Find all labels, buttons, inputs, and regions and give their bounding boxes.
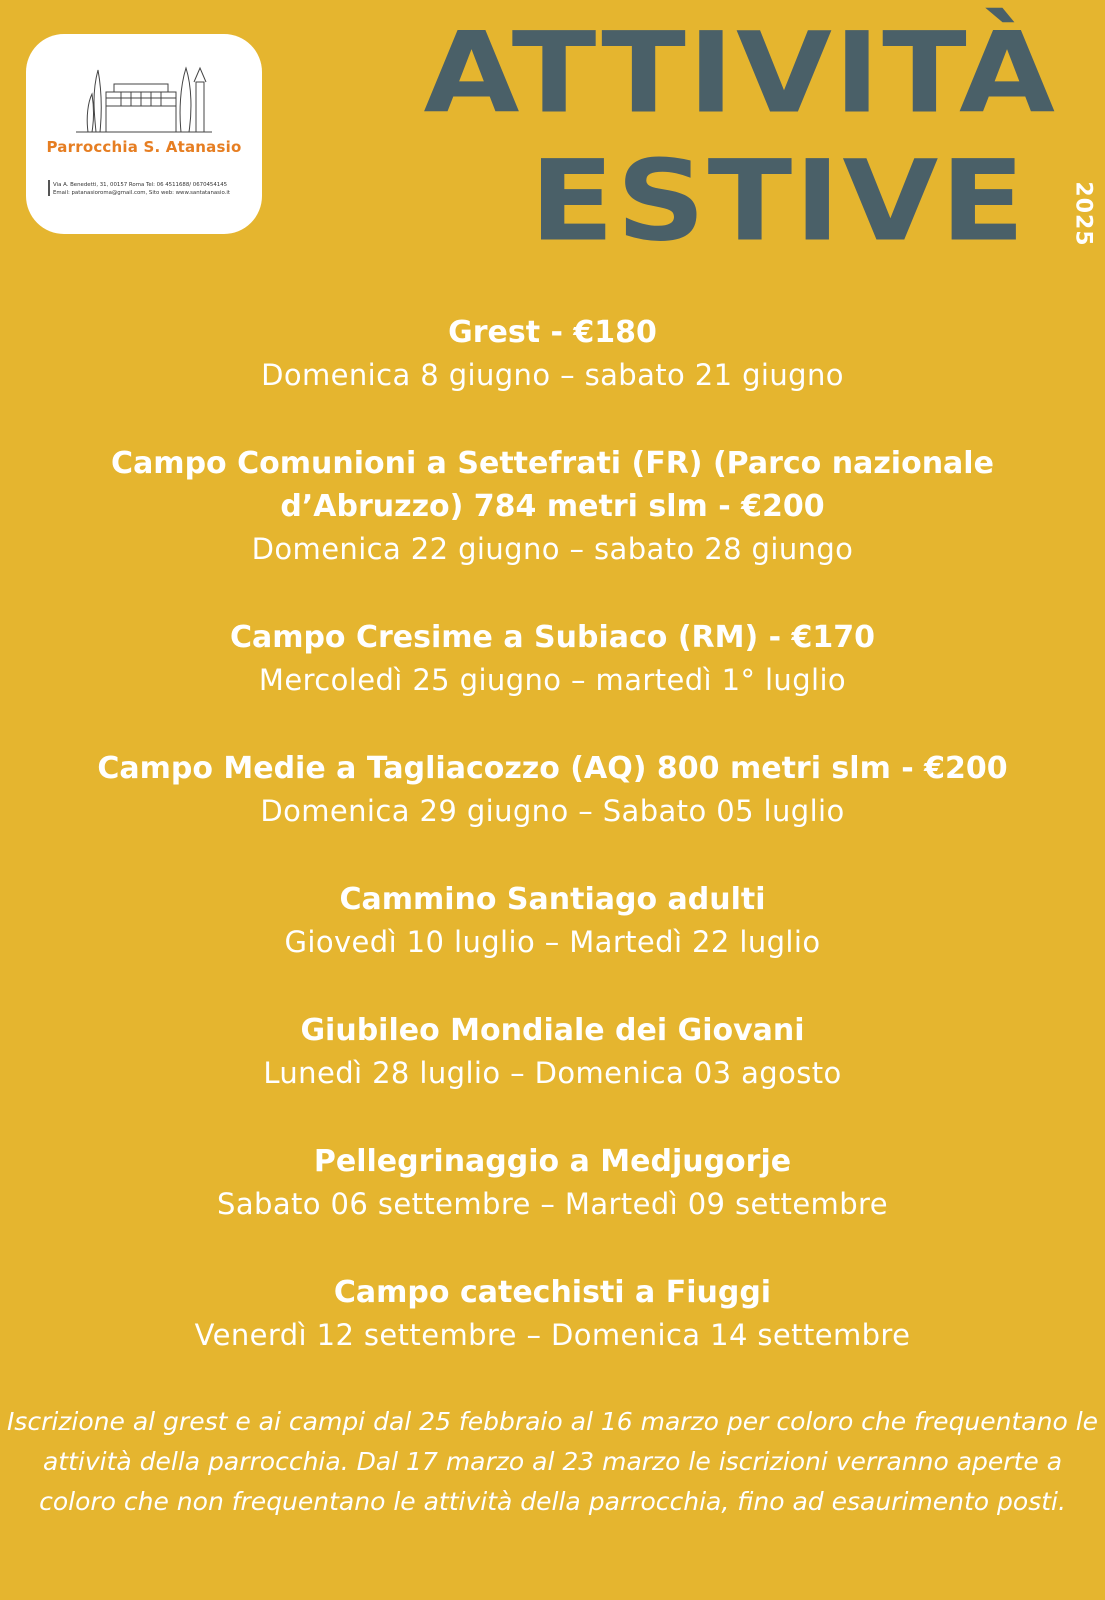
activity-name: Cammino Santiago adulti [339,882,766,917]
activity-dates: Mercoledì 25 giugno – martedì 1° luglio [258,663,847,697]
activity-item [0,747,1105,833]
activity-name: Campo Cresime a Subiaco (RM) - €170 [229,620,876,655]
parish-name: Parrocchia S. Atanasio [46,138,242,156]
parish-logo [26,34,262,234]
activity-dates: Domenica 22 giugno – sabato 28 giungo [251,532,854,566]
activity-dates: Venerdì 12 settembre – Domenica 14 settembre [194,1318,911,1352]
activity-name: Pellegrinaggio a Medjugorje [313,1144,792,1179]
activity-dates: Domenica 29 giugno – Sabato 05 luglio [260,794,845,828]
title-line-2: ESTIVE [529,137,1027,267]
activity-item [0,442,1105,571]
parish-address: Via A. Benedetti, 31, 00157 Roma Tel: 06 4511688/ 0670454145 [53,182,228,188]
activity-dates: Domenica 8 giugno – sabato 21 giugno [261,358,844,392]
activity-name: Grest - €180 [448,315,657,350]
church-sketch-icon [76,62,212,134]
activity-dates: Sabato 06 settembre – Martedì 09 settembre [217,1187,888,1221]
activity-name: Giubileo Mondiale dei Giovani [300,1013,805,1048]
activity-name: Campo Comunioni a Settefrati (FR) (Parco nazionale d’Abruzzo) 784 metri slm - €200 [111,446,994,524]
activity-item [0,1009,1105,1095]
activity-dates: Giovedì 10 luglio – Martedì 22 luglio [284,925,821,959]
title-line-1: ATTIVITÀ [423,9,1057,139]
registration-note: Iscrizione al grest e ai campi dal 25 febbraio al 16 marzo per coloro che frequentano le attività della parrocchia. Dal 17 marzo al 23 marzo le iscrizioni verranno aperte a coloro che non frequentano le attività della parrocchia, fino ad esaurimento posti. [6,1407,1099,1516]
activity-item [0,616,1105,702]
logo-divider [48,180,50,196]
activity-name: Campo Medie a Tagliacozzo (AQ) 800 metri slm - €200 [97,751,1008,786]
activity-name: Campo catechisti a Fiuggi [333,1275,772,1310]
parish-contacts: Email: patanasioroma@gmail.com, Sito web: www.santatanasio.it [53,190,231,196]
activity-item [0,878,1105,964]
activity-item [0,1271,1105,1357]
activity-item [0,311,1105,397]
activities-list [0,311,1105,1402]
year-label: 2025 [1070,181,1096,247]
activity-dates: Lunedì 28 luglio – Domenica 03 agosto [263,1056,842,1090]
activity-item [0,1140,1105,1226]
